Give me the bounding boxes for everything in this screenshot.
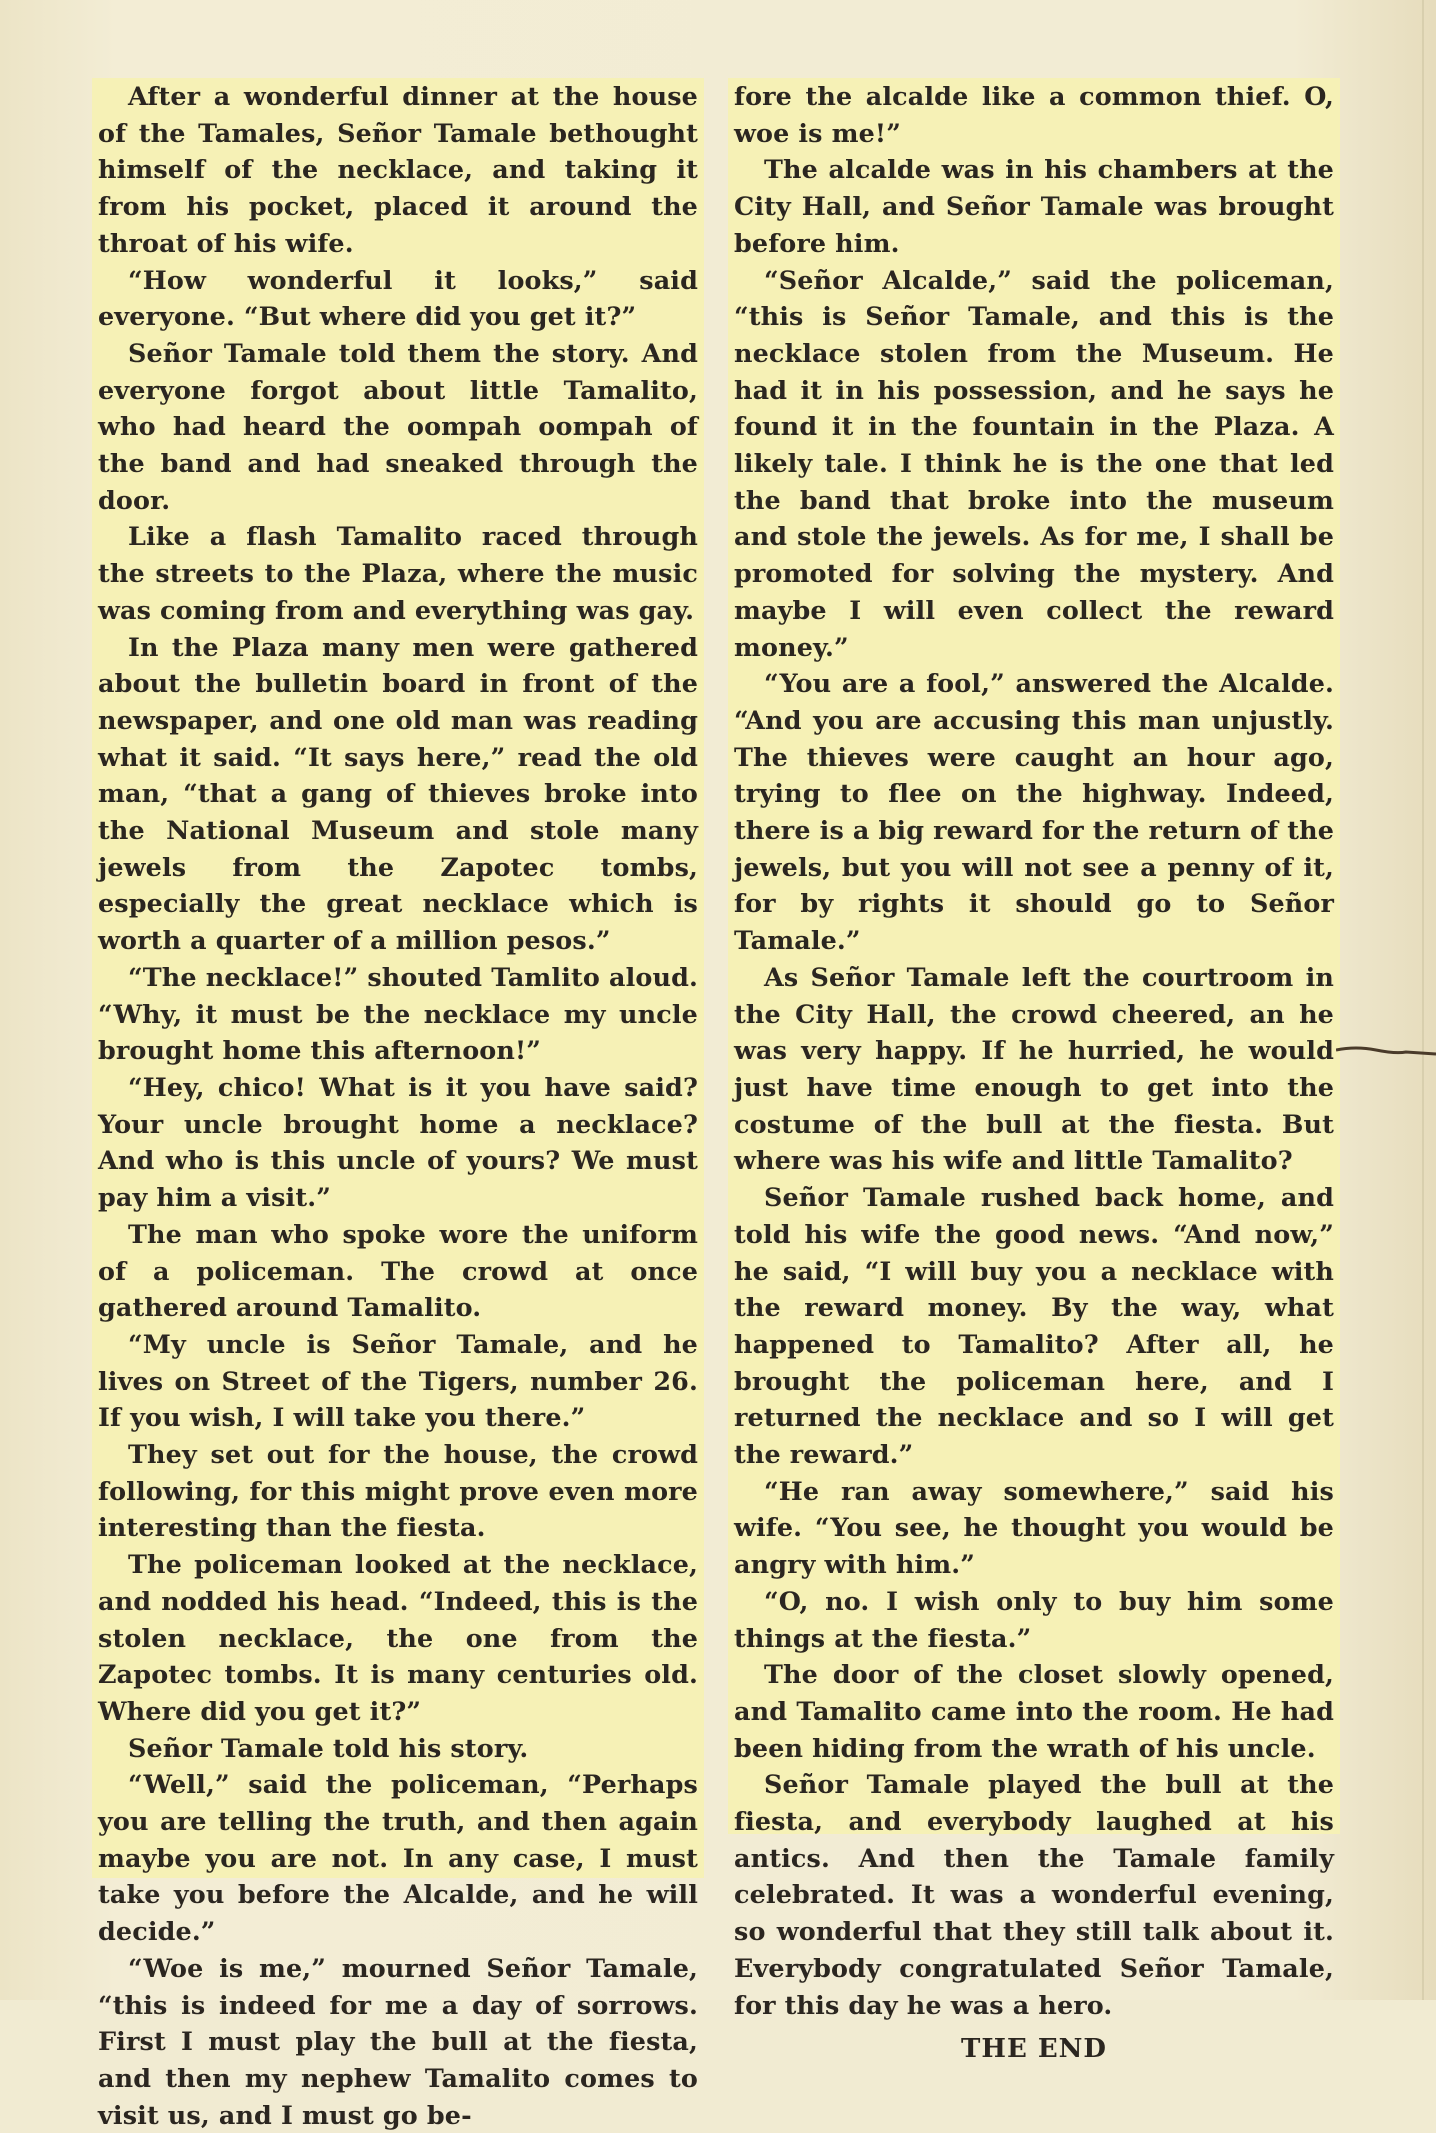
paragraph: They set out for the house, the crowd following, for this might prove even more interesting than the fiesta. xyxy=(98,1439,698,1543)
page-crease xyxy=(1422,0,1424,2000)
left-text-column xyxy=(92,78,704,2130)
paragraph: “Woe is me,” mourned Señor Tamale, “this is indeed for me a day of sorrows. First I must play the bull at the fiesta, and then my nephew Tamalito comes to visit us, and I must go be- xyxy=(98,1952,698,2130)
paragraph: “O, no. I wish only to buy him some things at the fiesta.” xyxy=(734,1585,1334,1653)
page-tear-mark xyxy=(1336,1040,1436,1060)
paragraph: “Well,” said the policeman, “Perhaps you are telling the truth, and then again maybe you are not. In any case, I must take you before the Alcalde, and he will decide.” xyxy=(98,1769,698,1947)
the-end-heading: THE END xyxy=(961,2034,1107,2065)
paragraph: The alcalde was in his chambers at the City Hall, and Señor Tamale was brought before him. xyxy=(734,154,1334,258)
paragraph: The policeman looked at the necklace, and nodded his head. “Indeed, this is the stolen necklace, the one from the Zapotec tombs. It is many centuries old. Where did you get it?” xyxy=(98,1549,698,1726)
paragraph: “You are a fool,” answered the Alcalde. “And you are accusing this man unjustly. The thieves were caught an hour ago, trying to flee on the highway. Indeed, there is a big reward for the return of the jewels, but you will not see a penny of it, for by rights it should go to Señor Tamale.” xyxy=(734,668,1334,956)
paragraph: The man who spoke wore the uniform of a policeman. The crowd at once gathered around Tamalito. xyxy=(98,1218,698,1323)
paragraph: fore the alcalde like a common thief. O, woe is me!” xyxy=(734,81,1334,148)
paragraph: “Hey, chico! What is it you have said? Your uncle brought home a necklace? And who is this uncle of yours? We must pay him a visit.” xyxy=(98,1071,698,1213)
paragraph: “How wonderful it looks,” said everyone. “But where did you get it?” xyxy=(98,264,698,332)
right-text-column xyxy=(728,78,1340,2065)
paragraph: Señor Tamale told them the story. And everyone forgot about little Tamalito, who had heard the oompah oompah of the band and had sneaked through the door. xyxy=(98,337,698,515)
paragraph: Señor Tamale rushed back home, and told his wife the good news. “And now,” he said, “I will buy you a necklace with the reward money. By the way, what happened to Tamalito? After all, he brought the policeman here, and I returned the necklace and so I will get the reward.” xyxy=(734,1182,1334,1470)
paragraph: The door of the closet slowly opened, and Tamalito came into the room. He had been hiding from the wrath of his uncle. xyxy=(734,1659,1334,1763)
paragraph: After a wonderful dinner at the house of the Tamales, Señor Tamale bethought himself of the necklace, and taking it from his pocket, placed it around the throat of his wife. xyxy=(98,81,698,258)
paragraph: “He ran away somewhere,” said his wife. “You see, he thought you would be angry with him.” xyxy=(734,1475,1334,1580)
paragraph: “The necklace!” shouted Tamlito aloud. “Why, it must be the necklace my uncle brought home this afternoon!” xyxy=(98,961,698,1066)
paragraph: In the Plaza many men were gathered about the bulletin board in front of the newspaper, and one old man was reading what it said. “It says here,” read the old man, “that a gang of thieves broke into the National Museum and stole many jewels from the Zapotec tombs, especially the great necklace which is worth a quarter of a million pesos.” xyxy=(98,631,698,956)
paragraph: Señor Tamale told his story. xyxy=(128,1732,529,1763)
paragraph: Señor Tamale played the bull at the fiesta, and everybody laughed at his antics. And then the Tamale family celebrated. It was a wonderful evening, so wonderful that they still talk about it. Everybody congratulated Señor Tamale, for this day he was a hero. xyxy=(734,1769,1334,2020)
paragraph: Like a flash Tamalito raced through the streets to the Plaza, where the music was coming from and everything was gay. xyxy=(98,521,698,625)
paragraph: “Señor Alcalde,” said the policeman, “this is Señor Tamale, and this is the necklace stolen from the Museum. He had it in his possession, and he says he found it in the fountain in the Plaza. A likely tale. I think he is the one that led the band that broke into the museum and stole the jewels. As for me, I shall be promoted for solving the mystery. And maybe I will even collect the reward money.” xyxy=(734,264,1334,662)
paragraph: “My uncle is Señor Tamale, and he lives on Street of the Tigers, number 26. If you wish, I will take you there.” xyxy=(98,1328,698,1433)
paragraph: As Señor Tamale left the courtroom in the City Hall, the crowd cheered, an he was very happy. If he hurried, he would just have time enough to get into the costume of the bull at the fiesta. But where was his wife and little Tamalito? xyxy=(734,961,1334,1176)
